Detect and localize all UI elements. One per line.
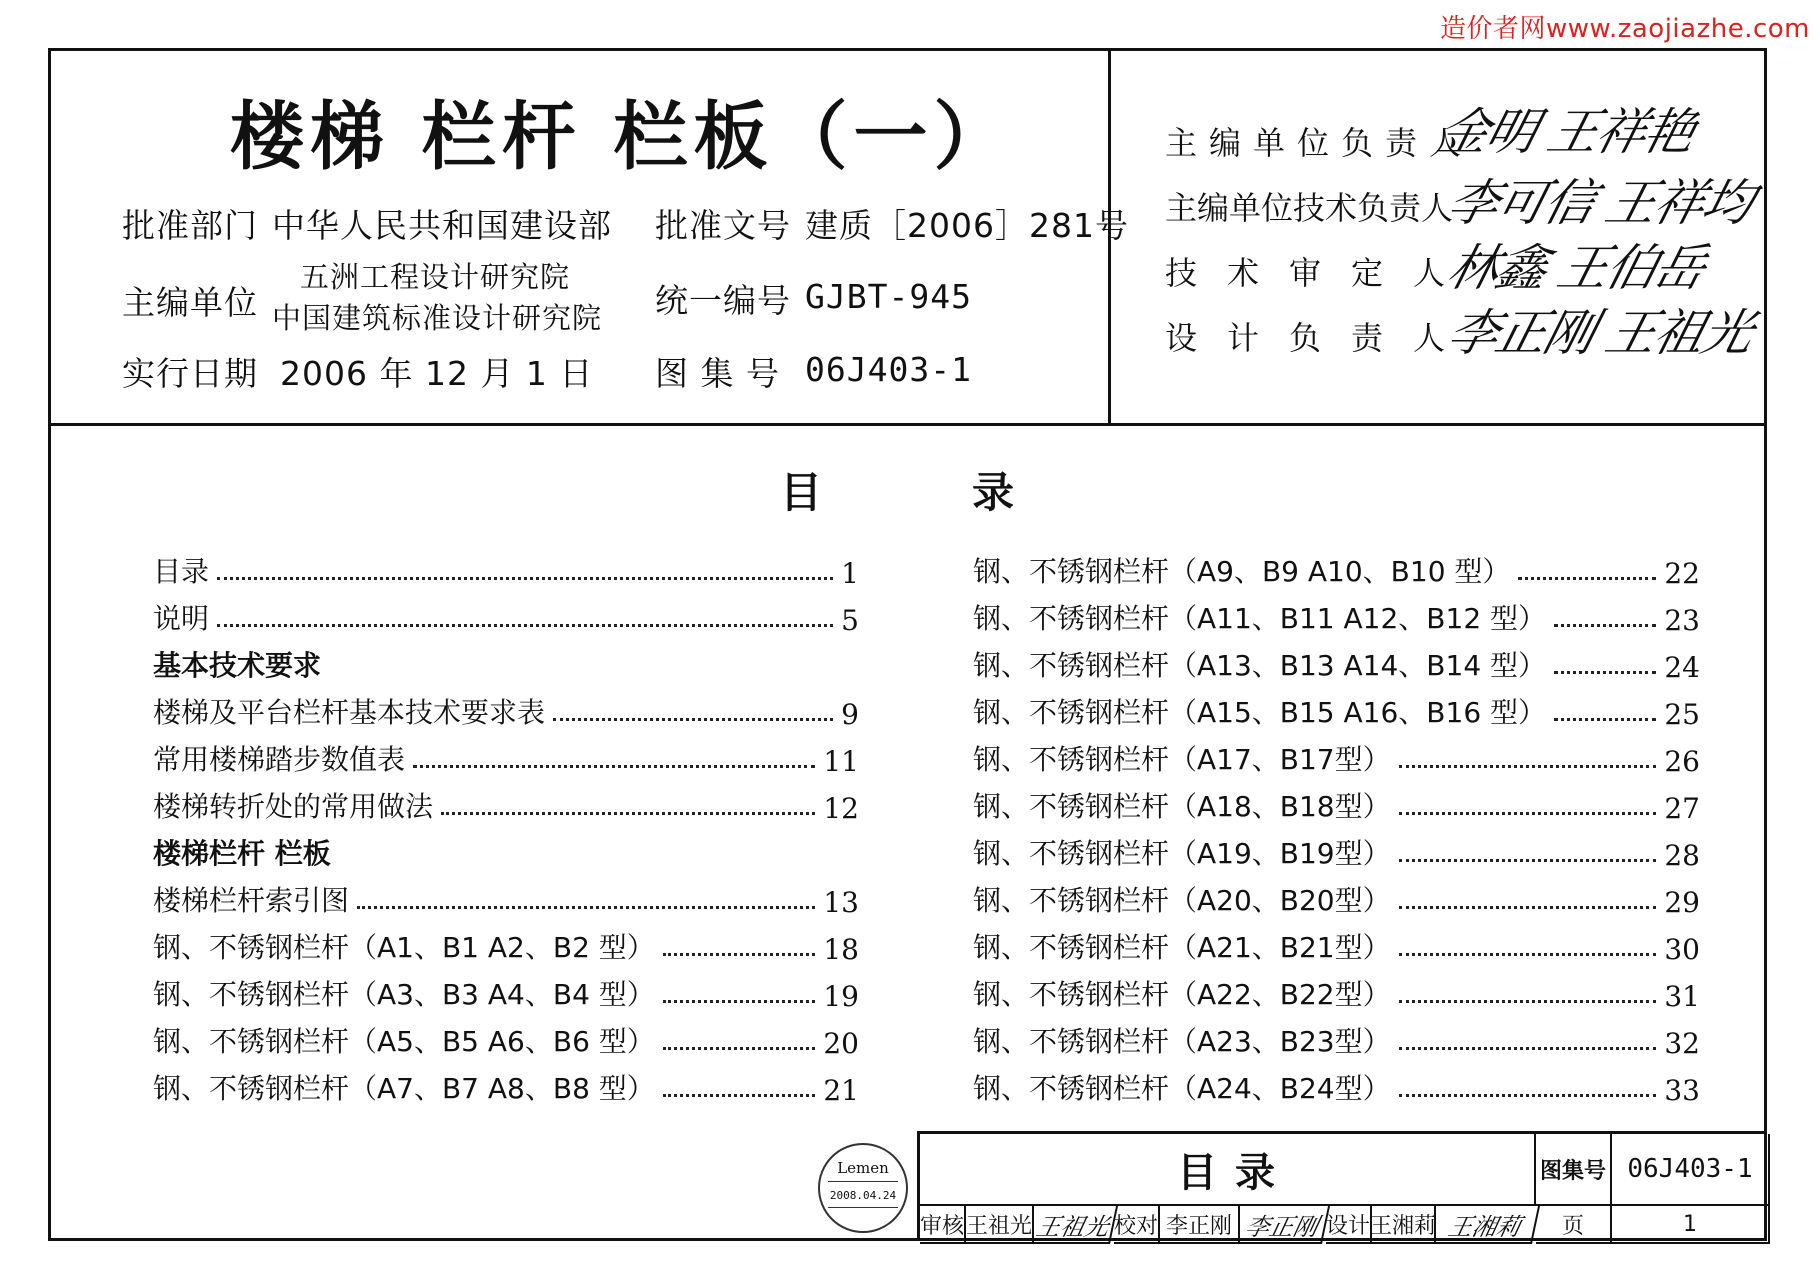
toc-entry-label: 钢、不锈钢栏杆（A9、B9 A10、B10 型）	[973, 555, 1511, 588]
signature-3: 林鑫 王伯岳	[1441, 239, 1711, 297]
toc-entry[interactable]	[153, 597, 859, 637]
toc-entry[interactable]	[973, 550, 1700, 590]
toc-entry-page: 12	[823, 792, 859, 825]
unified-no-value: GJBT-945	[805, 277, 972, 316]
toc-entry-page: 19	[823, 980, 859, 1013]
toc-title-char-2: 录	[972, 468, 1015, 517]
toc-entry[interactable]	[153, 1020, 859, 1060]
toc-entry[interactable]	[973, 1067, 1700, 1107]
toc-entry[interactable]	[973, 832, 1700, 872]
toc-section-label: 基本技术要求	[153, 649, 322, 682]
sheet-title: 目 录	[920, 1134, 1536, 1206]
unified-no-label: 统一编号	[655, 281, 791, 320]
toc-entry[interactable]	[973, 785, 1700, 825]
effective-date-label: 实行日期	[122, 354, 258, 393]
toc-entry[interactable]	[153, 973, 859, 1013]
atlas-no-cell-value: 06J403-1	[1612, 1134, 1770, 1206]
responsible-label-1: 主编单位负责人	[1165, 124, 1474, 162]
toc-entry-label: 钢、不锈钢栏杆（A23、B23型）	[973, 1025, 1391, 1058]
toc-entry[interactable]	[153, 691, 859, 731]
toc-entry[interactable]	[973, 973, 1700, 1013]
approval-dept-label: 批准部门	[122, 206, 258, 245]
toc-section-heading	[153, 644, 321, 684]
review-signature: 王祖光	[1030, 1206, 1118, 1244]
design-signature: 王湘莉	[1432, 1206, 1540, 1244]
design-name: 王湘莉	[1372, 1206, 1436, 1244]
toc-entry-page: 32	[1664, 1027, 1700, 1060]
approval-dept-value: 中华人民共和国建设部	[272, 206, 612, 245]
toc-entry-page: 1	[841, 557, 859, 590]
toc-entry-page: 11	[823, 745, 859, 778]
toc-entry-page: 24	[1664, 651, 1700, 684]
responsible-label-2: 主编单位技术负责人	[1165, 189, 1454, 227]
toc-title-char-1: 目	[780, 468, 823, 517]
toc-entry-label: 钢、不锈钢栏杆（A24、B24型）	[973, 1072, 1391, 1105]
signature-4: 李正刚 王祖光	[1441, 304, 1759, 362]
toc-section-label: 楼梯栏杆 栏板	[153, 837, 331, 870]
toc-entry-label: 钢、不锈钢栏杆（A15、B15 A16、B16 型）	[973, 696, 1547, 729]
toc-entry-page: 25	[1664, 698, 1700, 731]
review-label: 审核	[920, 1206, 966, 1244]
toc-section-heading	[153, 832, 331, 872]
responsible-label-4: 设计负责人	[1165, 319, 1476, 357]
toc-entry-label: 楼梯栏杆索引图	[153, 884, 350, 917]
effective-date-value: 2006 年 12 月 1 日	[280, 354, 594, 393]
approval-stamp	[818, 1143, 908, 1233]
toc-entry[interactable]	[973, 644, 1700, 684]
toc-entry[interactable]	[973, 597, 1700, 637]
check-label: 校对	[1114, 1206, 1160, 1244]
approval-no-value: 建质［2006］281号	[805, 206, 1129, 245]
toc-entry-label: 钢、不锈钢栏杆（A19、B19型）	[973, 837, 1391, 870]
toc-entry-label: 常用楼梯踏步数值表	[153, 743, 406, 776]
toc-entry-label: 钢、不锈钢栏杆（A20、B20型）	[973, 884, 1391, 917]
toc-entry[interactable]	[973, 691, 1700, 731]
toc-entry-label: 说明	[153, 602, 210, 635]
toc-entry-page: 26	[1664, 745, 1700, 778]
page-number: 1	[1612, 1206, 1770, 1244]
toc-entry-label: 钢、不锈钢栏杆（A1、B1 A2、B2 型）	[153, 931, 655, 964]
toc-entry-page: 5	[841, 604, 859, 637]
editor-unit-label: 主编单位	[122, 283, 258, 322]
check-signature: 李正刚	[1236, 1206, 1330, 1244]
review-name: 王祖光	[966, 1206, 1034, 1244]
toc-entry-page: 28	[1664, 839, 1700, 872]
toc-entry[interactable]	[153, 879, 859, 919]
toc-entry-label: 钢、不锈钢栏杆（A3、B3 A4、B4 型）	[153, 978, 655, 1011]
toc-entry-page: 21	[823, 1074, 859, 1107]
signature-2: 李可信 王祥均	[1441, 174, 1759, 232]
toc-entry-label: 钢、不锈钢栏杆（A13、B13 A14、B14 型）	[973, 649, 1547, 682]
toc-entry[interactable]	[153, 738, 859, 778]
toc-entry-page: 20	[823, 1027, 859, 1060]
atlas-title: 楼梯 栏杆 栏板（一）	[230, 94, 1014, 180]
toc-entry-label: 目录	[153, 555, 210, 588]
toc-entry-label: 钢、不锈钢栏杆（A17、B17型）	[973, 743, 1391, 776]
toc-entry-label: 钢、不锈钢栏杆（A21、B21型）	[973, 931, 1391, 964]
toc-entry-page: 30	[1664, 933, 1700, 966]
toc-entry-page: 22	[1664, 557, 1700, 590]
signature-1: 金明 王祥艳	[1431, 103, 1701, 161]
header-divider	[48, 423, 1767, 426]
toc-entry[interactable]	[153, 926, 859, 966]
toc-entry-label: 钢、不锈钢栏杆（A18、B18型）	[973, 790, 1391, 823]
stamp-name: Lemen	[837, 1159, 889, 1177]
toc-entry[interactable]	[973, 926, 1700, 966]
atlas-no-label: 图 集 号	[655, 354, 780, 393]
toc-entry-page: 29	[1664, 886, 1700, 919]
toc-entry-label: 钢、不锈钢栏杆（A11、B11 A12、B12 型）	[973, 602, 1547, 635]
toc-entry[interactable]	[973, 879, 1700, 919]
editor-unit-line2: 中国建筑标准设计研究院	[272, 301, 603, 335]
toc-entry-page: 27	[1664, 792, 1700, 825]
toc-entry[interactable]	[973, 1020, 1700, 1060]
stamp-date: 2008.04.24	[829, 1189, 897, 1202]
toc-entry[interactable]	[973, 738, 1700, 778]
toc-entry-page: 13	[823, 886, 859, 919]
title-block	[917, 1131, 1767, 1241]
toc-entry-page: 18	[823, 933, 859, 966]
toc-entry-label: 楼梯及平台栏杆基本技术要求表	[153, 696, 546, 729]
toc-entry[interactable]	[153, 550, 859, 590]
watermark-text: 造价者网www.zaojiazhe.com	[1440, 14, 1810, 44]
toc-entry-label: 楼梯转折处的常用做法	[153, 790, 434, 823]
page-label: 页	[1536, 1206, 1612, 1244]
toc-entry-page: 9	[841, 698, 859, 731]
toc-title	[780, 460, 1014, 520]
toc-entry[interactable]	[153, 1067, 859, 1107]
design-label: 设计	[1326, 1206, 1372, 1244]
toc-entry-label: 钢、不锈钢栏杆（A7、B7 A8、B8 型）	[153, 1072, 655, 1105]
responsible-label-3: 技术审定人	[1165, 254, 1476, 292]
atlas-no-value: 06J403-1	[805, 350, 972, 389]
check-name: 李正刚	[1160, 1206, 1240, 1244]
toc-entry-label: 钢、不锈钢栏杆（A5、B5 A6、B6 型）	[153, 1025, 655, 1058]
toc-entry[interactable]	[153, 785, 859, 825]
atlas-no-cell-label: 图集号	[1536, 1134, 1612, 1206]
approval-no-label: 批准文号	[655, 206, 791, 245]
toc-entry-label: 钢、不锈钢栏杆（A22、B22型）	[973, 978, 1391, 1011]
editor-unit-line1: 五洲工程设计研究院	[300, 260, 571, 294]
toc-entry-page: 31	[1664, 980, 1700, 1013]
toc-entry-page: 33	[1664, 1074, 1700, 1107]
toc-entry-page: 23	[1664, 604, 1700, 637]
